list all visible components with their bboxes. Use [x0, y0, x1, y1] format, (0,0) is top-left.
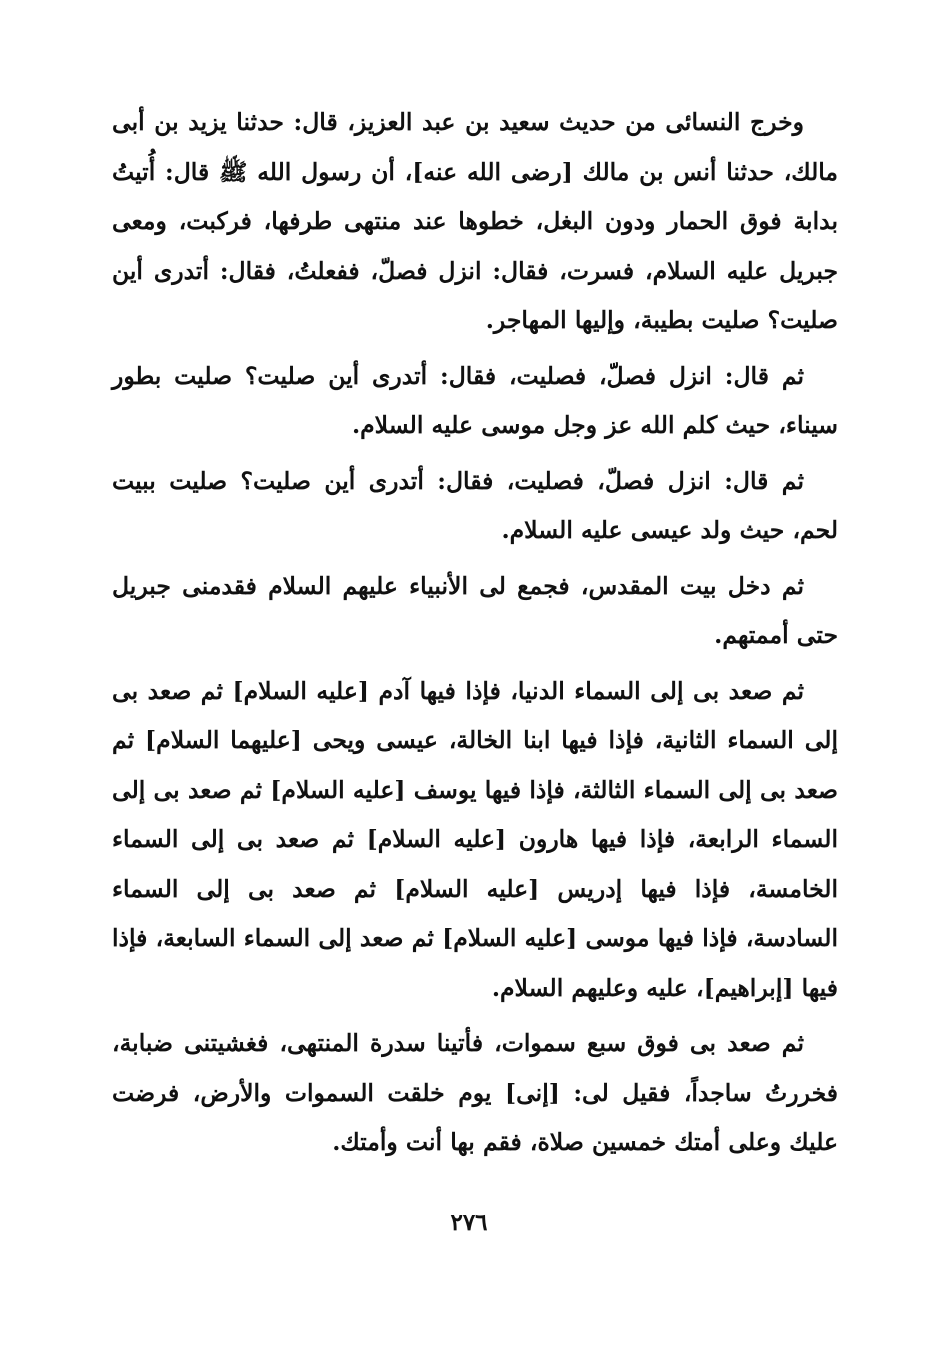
page-number: ٢٧٦ [450, 1209, 488, 1236]
paragraph-sidrat-al-muntaha: ثم صعد بى فوق سبع سموات، فأتينا سدرة المنتهى، فغشيتنى ضبابة، فخررتُ ساجداً، فقيل لى: [إنى] يوم خلقت السموات والأرض، فرضت عليك وعلى أمتك خمسين صلاة، فقم بها أنت وأمتك. [112, 1029, 838, 1156]
paragraph-bayt-al-maqdis: ثم دخل بيت المقدس، فجمع لى الأنبياء عليهم السلام فقدمنى جبريل حتى أممتهم. [112, 571, 838, 649]
paragraph-seven-heavens: ثم صعد بى إلى السماء الدنيا، فإذا فيها آدم [عليه السلام] ثم صعد بى إلى السماء الثانية، فإذا فيها ابنا الخالة، عيسى ويحى [عليهما السلام] ثم صعد بى إلى السماء الثالثة، فإذا فيها يوسف [عليه السلام] ثم صعد بى إلى السماء الرابعة، فإذا فيها هارون [عليه السلام] ثم صعد بى إلى السماء الخامسة، فإذا فيها إدريس [عليه السلام] ثم صعد بى إلى السماء السادسة، فإذا فيها موسى [عليه السلام] ثم صعد إلى السماء السابعة، فإذا فيها [إبراهيم]، عليه وعليهم السلام. [112, 676, 838, 1002]
paragraph-bayt-lahm: ثم قال: انزل فصلّ، فصليت، فقال: أتدرى أين صليت؟ صليت ببيت لحم، حيث ولد عيسى عليه السلام. [112, 466, 838, 544]
page-body-text [112, 98, 838, 1174]
paragraph-nasai-hadith: وخرج النسائى من حديث سعيد بن عبد العزيز، قال: حدثنا يزيد بن أبى مالك، حدثنا أنس بن مالك [رضى الله عنه]، أن رسول الله ﷺ قال: أُتيتُ بدابة فوق الحمار ودون البغل، خطوها عند منتهى طرفها، فركبت، ومعى جبريل عليه السلام، فسرت، فقال: انزل فصلّ، ففعلتُ، فقال: أتدرى أين صليت؟ صليت بطيبة، وإليها المهاجر. [112, 108, 838, 334]
paragraph-tur-sinai: ثم قال: انزل فصلّ، فصليت، فقال: أتدرى أين صليت؟ صليت بطور سيناء، حيث كلم الله عز وجل موسى عليه السلام. [112, 361, 838, 439]
